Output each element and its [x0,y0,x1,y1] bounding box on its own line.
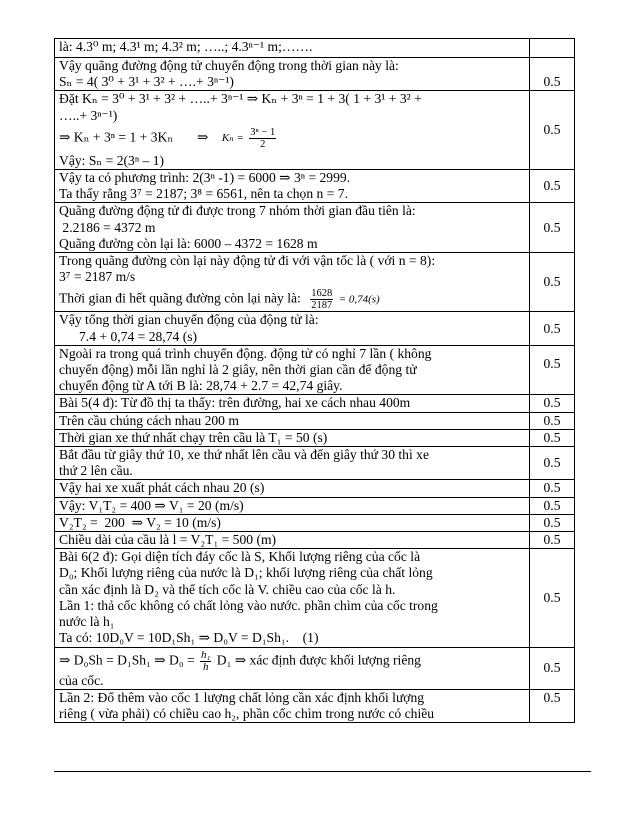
content-cell [55,395,530,412]
formula-fraction [249,127,276,150]
table-row [55,58,575,91]
table-row [55,429,575,446]
table-row [55,447,575,480]
table-row [55,647,575,689]
points-cell: 0.5 [530,689,575,722]
text-line: Trong quãng đường còn lại này động tử đi với vận tốc là ( với n = 8): [59,253,436,269]
points-cell: 0.5 [530,532,575,549]
text-line: Vậy quãng đường động tử chuyển động trong thời gian này là: [59,58,399,73]
text-line: 7.4 + 0,74 = 28,74 (s) [79,328,198,344]
text-line: là: 4.3⁰ m; 4.3¹ m; 4.3² m; …..; 4.3ⁿ⁻¹ m;……. [59,39,313,54]
points-cell: 0.5 [530,170,575,203]
text-line: Ngoài ra trong quá trình chuyển động. động tử có nghỉ 7 lần ( không [59,345,432,361]
fraction-numerator: h₁ [201,648,211,661]
text-span: D₁ ⇒ xác định được khối lượng riêng [216,652,421,668]
points-cell: 0.5 [530,395,575,412]
content-cell [55,549,530,647]
table-row [55,39,575,58]
table-row [55,91,575,170]
text-line: D₀; Khối lượng riêng của nước là D₁; khối lượng riêng của chất lỏng [59,565,433,581]
text-span: Thời gian đi hết quãng đường còn lại này là: [59,291,301,307]
points-cell: 0.5 [530,429,575,446]
text-span: ⇒ Kₙ + 3ⁿ = 1 + 3Kₙ ⇒ [59,129,209,145]
table-row [55,312,575,345]
points-cell: 0.5 [530,58,575,91]
text-line: Sₙ = 4( 3⁰ + 3¹ + 3² + ….+ 3ⁿ⁻¹) [59,74,234,90]
points-cell: 0.5 [530,514,575,531]
content-cell [55,39,530,58]
text-line [59,650,525,673]
points-cell: 0.5 [530,497,575,514]
content-cell [55,532,530,549]
text-line: Vậy: Sₙ = 2(3ⁿ – 1) [59,152,165,168]
text-line: V₂T₂ = 200 ⇒ V₂ = 10 (m/s) [59,514,221,530]
solution-table [54,38,575,723]
content-cell [55,447,530,480]
table-row [55,395,575,412]
points-cell: 0.5 [530,345,575,395]
table-row [55,689,575,722]
content-cell [55,412,530,429]
text-line: chuyển động từ A tới B là: 28,74 + 2.7 = 42,74 giây. [59,378,343,394]
points-cell: 0.5 [530,203,575,253]
text-line: Lần 2: Đổ thêm vào cốc 1 lượng chất lỏng cần xác định khối lượng [59,689,425,705]
text-line: riêng ( vừa phải) có chiều cao h₂, phần cốc chìm trong nước có chiều [59,705,435,721]
content-cell [55,497,530,514]
fraction-denominator: h [202,660,209,673]
text-line: của cốc. [59,672,104,688]
text-line: Trên cầu chúng cách nhau 200 m [59,412,239,428]
content-cell [55,514,530,531]
text-line: …..+ 3ⁿ⁻¹) [59,107,118,123]
content-cell [55,689,530,722]
table-row [55,412,575,429]
points-cell: 0.5 [530,312,575,345]
text-line: Ta thấy rằng 3⁷ = 2187; 3⁸ = 6561, nên ta chọn n = 7. [59,186,348,202]
text-line: Chiều dài của cầu là l = V₂T₁ = 500 (m) [59,532,277,548]
table-row [55,532,575,549]
text-line: Quãng đường còn lại là: 6000 – 4372 = 1628 m [59,235,318,251]
content-cell [55,203,530,253]
points-cell: 0.5 [530,647,575,689]
points-cell: 0.5 [530,447,575,480]
table-row [55,253,575,312]
content-cell [55,647,530,689]
table-row [55,514,575,531]
content-cell [55,170,530,203]
table-row [55,497,575,514]
content-cell [55,58,530,91]
text-line: Vậy hai xe xuất phát cách nhau 20 (s) [59,480,265,496]
text-line: Vậy tổng thời gian chuyển động của động tử là: [59,312,319,328]
text-line: Vậy: V₁T₂ = 400 ⇒ V₁ = 20 (m/s) [59,497,244,513]
points-cell: 0.5 [530,480,575,497]
table-row [55,203,575,253]
formula-fraction [310,288,333,311]
text-line: chuyển động) mỗi lần nghỉ là 2 giây, nên thời gian cần để động tử [59,362,417,378]
text-line: Ta có: 10D₀V = 10D₁Sh₁ ⇒ D₀V = D₁Sh₁. (1) [59,630,319,646]
content-cell [55,253,530,312]
text-line: 3⁷ = 2187 m/s [59,269,136,285]
points-cell: 0.5 [530,253,575,312]
text-line: Đặt Kₙ = 3⁰ + 3¹ + 3² + …..+ 3ⁿ⁻¹ ⇒ Kₙ + 3ⁿ = 1 + 3( 1 + 3¹ + 3² + [59,91,422,107]
content-cell [55,345,530,395]
text-span: ⇒ D₀Sh = D₁Sh₁ ⇒ D₀ = [59,652,195,668]
text-line: Thời gian xe thứ nhất chạy trên cầu là T₁ = 50 (s) [59,429,328,445]
points-cell: 0.5 [530,91,575,170]
points-cell: 0.5 [530,549,575,647]
text-line: Quãng đường động tử đi được trong 7 nhóm thời gian đầu tiên là: [59,203,416,219]
text-line: Bài 5(4 đ): Từ đồ thị ta thấy: trên đường, hai xe cách nhau 400m [59,395,411,411]
text-line: 2.2186 = 4372 m [59,219,156,235]
text-line: Vậy ta có phương trình: 2(3ⁿ -1) = 6000 ⇒ 3ⁿ = 2999. [59,170,351,186]
text-line [59,288,525,311]
content-cell [55,480,530,497]
fraction-numerator: 1628 [311,288,333,300]
content-cell [55,429,530,446]
text-line: thứ 2 lên cầu. [59,463,133,479]
table-row [55,170,575,203]
text-line: Bắt đầu từ giây thứ 10, xe thứ nhất lên cầu và đến giây thứ 30 thì xe [59,447,429,463]
table-row [55,345,575,395]
fraction-numerator: 3ⁿ − 1 [250,126,276,138]
fraction-denominator: 2187 [311,300,333,312]
formula-lhs: Kₙ = [221,132,244,145]
table-row [55,480,575,497]
text-line: Bài 6(2 đ): Gọi diện tích đáy cốc là S, Khối lượng riêng của cốc là [59,549,421,565]
content-cell [55,312,530,345]
text-line [59,127,525,150]
formula-fraction [200,650,211,673]
points-cell: 0.5 [530,412,575,429]
formula-rhs: = 0,74(s) [338,294,380,307]
footer-rule [54,771,591,772]
text-line: cần xác định là D₂ và thể tích cốc là V. chiều cao của cốc là h. [59,581,396,597]
text-line: Lần 1: thả cốc không có chất lỏng vào nước. phần chìm của cốc trong [59,597,438,613]
points-cell [530,39,575,58]
content-cell [55,91,530,170]
table-row [55,549,575,647]
text-line: nước là h₁ [59,614,115,630]
fraction-denominator: 2 [260,138,266,150]
